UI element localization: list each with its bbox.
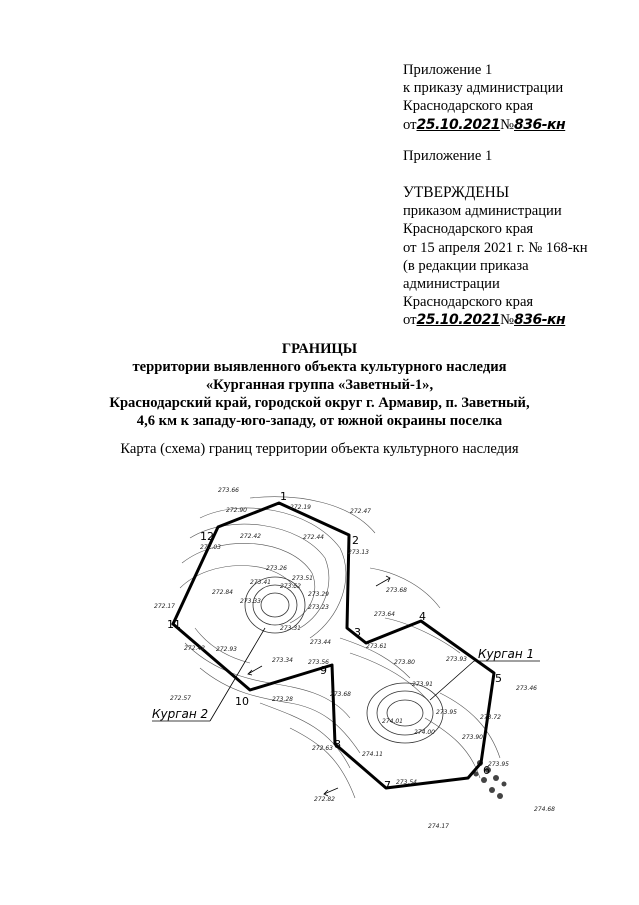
approved-line6: Краснодарского края [403, 294, 534, 311]
from-prefix: от [403, 312, 417, 329]
elevation-mark: 272.84 [212, 589, 233, 596]
handwritten-date: 25.10.2021 [416, 116, 501, 133]
title-line5: 4,6 км к западу-юго-западу, от южной окраины поселка [136, 413, 503, 429]
elevation-mark: 273.13 [348, 549, 369, 556]
elevation-mark: 273.66 [218, 487, 239, 494]
elevation-mark: 272.17 [154, 603, 175, 610]
approved-date-line [403, 311, 588, 329]
point-label: 1 [280, 490, 287, 503]
elevation-mark: 272.42 [184, 645, 205, 652]
elevation-mark: 273.93 [446, 656, 467, 663]
number-prefix: № [500, 116, 514, 133]
point-label: 4 [419, 610, 426, 623]
elevation-mark: 272.19 [290, 504, 311, 511]
appendix-top [403, 61, 565, 134]
elevation-mark: 272.57 [170, 695, 191, 702]
elevation-mark: 274.11 [362, 751, 383, 758]
appendix-top-line1: Приложение 1 [403, 62, 493, 78]
point-label: 6 [483, 764, 490, 777]
approved-line3: от 15 апреля 2021 г. № 168-кн [403, 239, 588, 256]
elevation-mark: 273.68 [330, 691, 351, 698]
elevation-mark: 274.68 [534, 806, 555, 813]
approved-block [403, 184, 588, 330]
appendix-top-line3: Краснодарского края [403, 98, 534, 115]
elevation-mark: 273.64 [374, 611, 395, 618]
approved-heading: УТВЕРЖДЕНЫ [403, 184, 510, 201]
elevation-mark: 273.95 [488, 761, 509, 768]
elevation-mark: 273.26 [266, 565, 287, 572]
approved-line1: приказом администрации [403, 203, 562, 220]
point-label: 12 [200, 530, 214, 543]
elevation-mark: 273.68 [386, 587, 407, 594]
approved-line2: Краснодарского края [403, 221, 534, 238]
elevation-mark: 273.91 [412, 681, 433, 688]
title-line4: Краснодарский край, городской округ г. Армавир, п. Заветный, [109, 395, 530, 411]
point-label: 11 [167, 618, 181, 631]
number-prefix: № [500, 312, 514, 329]
handwritten-number: 836-кн [514, 312, 566, 329]
elevation-mark: 274.00 [414, 729, 435, 736]
elevation-mark: 273.34 [272, 657, 293, 664]
elevation-mark: 273.51 [292, 575, 313, 582]
boundary-map [140, 478, 560, 848]
elevation-mark: 273.29 [308, 591, 329, 598]
elevation-mark: 273.28 [272, 696, 293, 703]
elevation-mark: 273.46 [516, 685, 537, 692]
elevation-mark: 273.23 [308, 604, 329, 611]
elevation-mark: 272.90 [226, 507, 247, 514]
handwritten-date: 25.10.2021 [416, 312, 501, 329]
approved-line4: (в редакции приказа [403, 257, 529, 274]
elevation-mark: 272.47 [350, 508, 371, 515]
approved-line5: администрации [403, 276, 500, 293]
elevation-mark: 273.44 [310, 639, 331, 646]
elevation-mark: 273.41 [250, 579, 271, 586]
point-label: 7 [384, 779, 391, 792]
point-label: 2 [352, 534, 359, 547]
appendix-second [403, 147, 492, 165]
elevation-mark: 273.52 [280, 583, 301, 590]
elevation-mark: 273.56 [308, 659, 329, 666]
elevation-mark: 273.90 [462, 734, 483, 741]
title-line3: «Курганная группа «Заветный-1», [205, 377, 434, 393]
elevation-mark: 272.93 [216, 646, 237, 653]
point-label: 8 [334, 738, 341, 751]
elevation-mark: 273.31 [280, 625, 301, 632]
point-label: 3 [354, 626, 361, 639]
elevation-mark: 273.61 [366, 643, 387, 650]
from-prefix: от [403, 116, 417, 133]
elevation-mark: 272.44 [303, 534, 324, 541]
boundary-point-labels [167, 490, 502, 792]
elevation-mark: 273.80 [394, 659, 415, 666]
elevation-mark: 272.63 [312, 745, 333, 752]
appendix-top-line2: к приказу администрации [403, 80, 564, 97]
title-line2: территории выявленного объекта культурного наследия [132, 359, 507, 375]
kurgan-1-label: Курган 1 [478, 647, 535, 661]
elevation-mark: 274.01 [382, 718, 403, 725]
map-caption: Карта (схема) границ территории объекта культурного наследия [120, 441, 519, 457]
point-label: 5 [495, 672, 502, 685]
handwritten-number: 836-кн [514, 116, 566, 133]
elevation-mark: 273.72 [480, 714, 501, 721]
elevation-mark: 273.95 [436, 709, 457, 716]
elevation-mark: 272.03 [200, 544, 221, 551]
kurgan-2-label: Курган 2 [152, 707, 209, 721]
elevation-mark: 273.33 [240, 598, 261, 605]
title-line1: ГРАНИЦЫ [281, 341, 358, 357]
elevation-mark: 272.82 [314, 796, 335, 803]
point-label: 10 [235, 695, 249, 708]
point-label: 9 [320, 664, 327, 677]
elevation-mark: 273.54 [396, 779, 417, 786]
appendix-second-line1: Приложение 1 [403, 148, 493, 164]
elevation-mark: 272.42 [240, 533, 261, 540]
elevation-mark: 274.17 [428, 823, 449, 830]
appendix-top-date-line [403, 116, 565, 134]
